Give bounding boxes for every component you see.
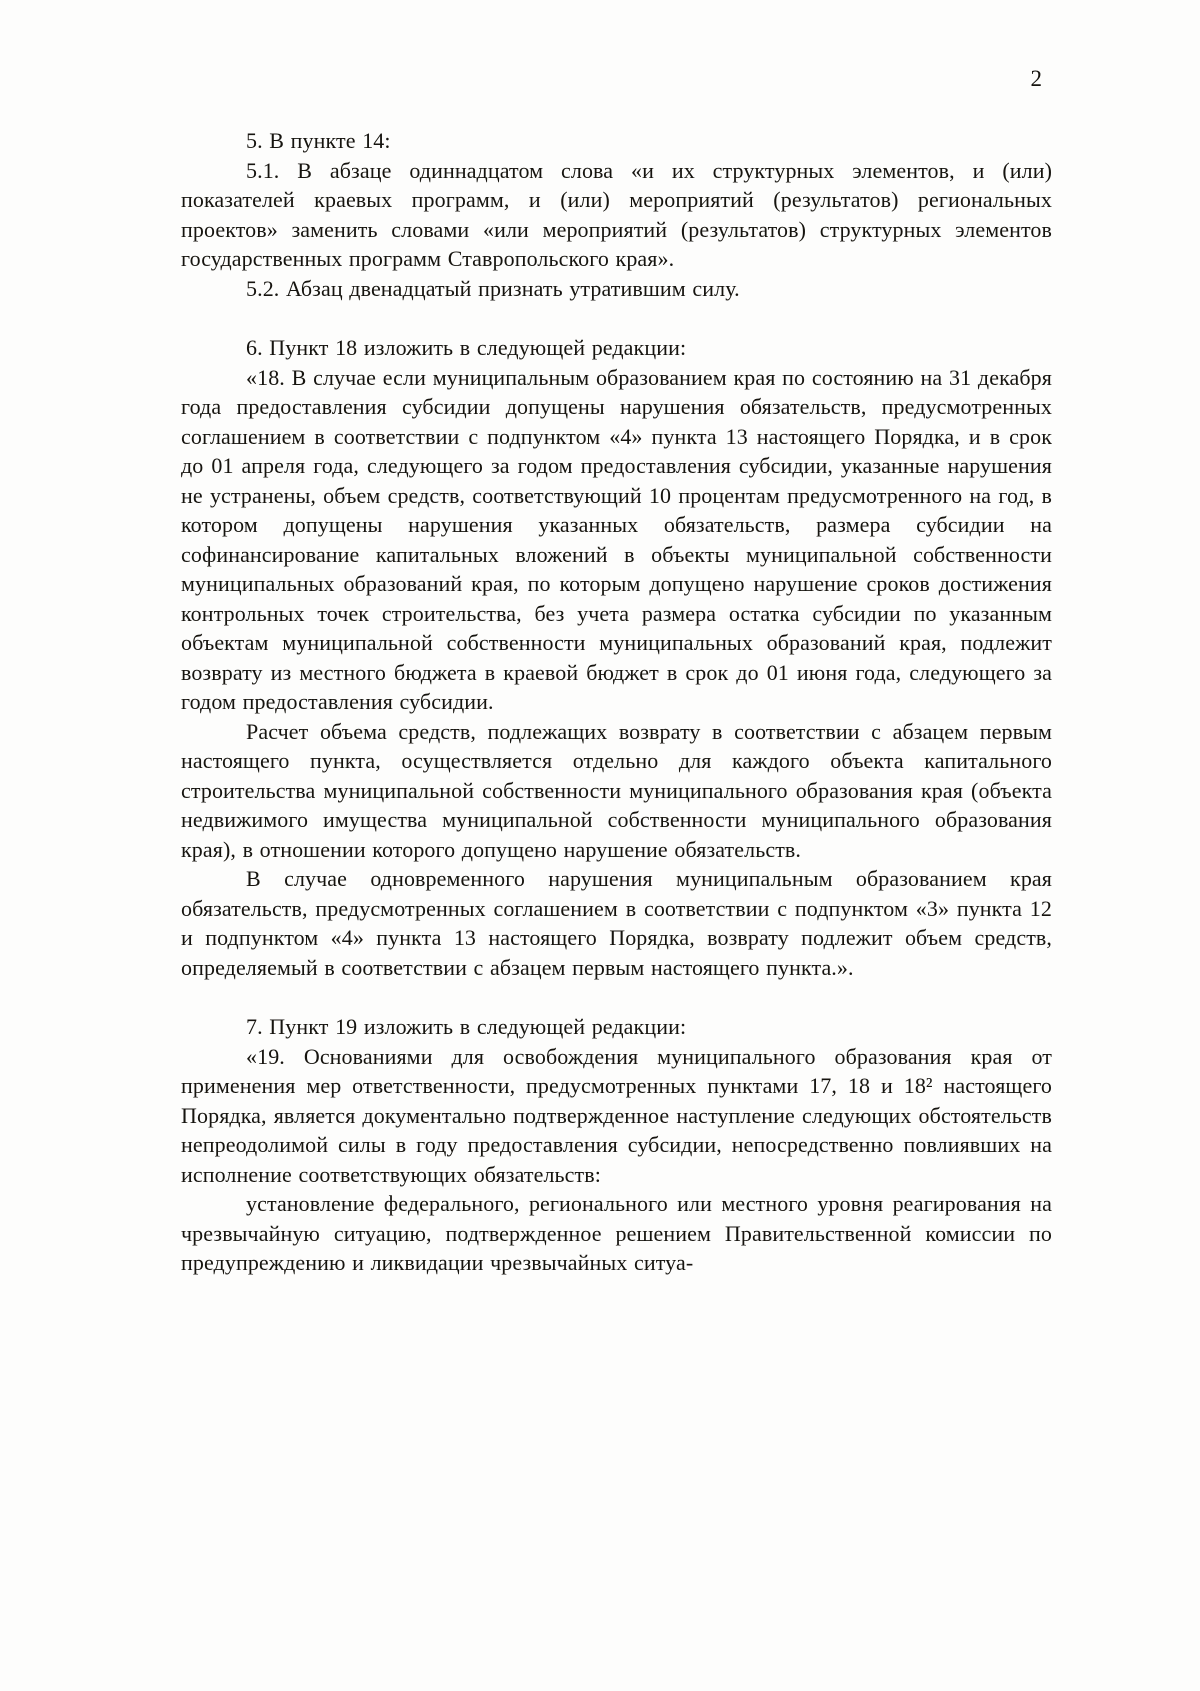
document-body	[181, 126, 1052, 1278]
paragraph-item-5: 5. В пункте 14:	[246, 128, 391, 153]
paragraph-point-19: «19. Основаниями для освобождения муниципального образования края от применения мер ответственности, предусмотренных пунктами 17, 18 и 18² настоящего Порядка, является документально подтвержденное наступление следующих обстоятельств непреодолимой силы в году предоставления субсидии, непосредственно повлиявших на исполнение соответствующих обязательств:	[181, 1043, 1052, 1187]
paragraph-item-7: 7. Пункт 19 изложить в следующей редакции:	[246, 1014, 687, 1039]
page-number: 2	[1030, 66, 1042, 91]
paragraph-item-5-2: 5.2. Абзац двенадцатый признать утратившим силу.	[246, 275, 740, 301]
paragraph-point-18-calc: Расчет объема средств, подлежащих возврату в соответствии с абзацем первым настоящего пункта, осуществляется отдельно для каждого объекта капитального строительства муниципальной собственности муниципального образования края (объекта недвижимого имущества муниципальной собственности муниципального образования края), в отношении которого допущено нарушение обязательств.	[181, 718, 1052, 862]
paragraph-item-5-1: 5.1. В абзаце одиннадцатом слова «и их структурных элементов, и (или) показателей краевых программ, и (или) мероприятий (результатов) региональных проектов» заменить словами «или мероприятий (результатов) структурных элементов государственных программ Ставропольского края».	[181, 157, 1052, 271]
paragraph-item-6: 6. Пункт 18 изложить в следующей редакции:	[246, 335, 687, 360]
paragraph-point-18-simultaneous: В случае одновременного нарушения муниципальным образованием края обязательств, предусмотренных соглашением в соответствии с подпунктом «3» пункта 12 и подпунктом «4» пункта 13 настоящего Порядка, возврату подлежит объем средств, определяемый в соответствии с абзацем первым настоящего пункта.».	[181, 866, 1052, 980]
paragraph-point-19-emergency: установление федерального, регионального или местного уровня реагирования на чрезвычайную ситуацию, подтвержденное решением Правительственной комиссии по предупреждению и ликвидации чрезвычайных ситуа-	[181, 1191, 1052, 1275]
paragraph-point-18: «18. В случае если муниципальным образованием края по состоянию на 31 декабря года предоставления субсидии допущены нарушения обязательств, предусмотренных соглашением в соответствии с подпунктом «4» пункта 13 настоящего Порядка, и в срок до 01 апреля года, следующего за годом предоставления субсидии, указанные нарушения не устранены, объем средств, соответствующий 10 процентам предусмотренного на год, в котором допущены нарушения указанных обязательств, размера субсидии на софинансирование капитальных вложений в объекты муниципальной собственности муниципальных образований края, по которым допущено нарушение сроков достижения контрольных точек строительства, без учета размера остатка субсидии по указанным объектам муниципальной собственности муниципальных образований края, подлежит возврату из местного бюджета в краевой бюджет в срок до 01 июня года, следующего за годом предоставления субсидии.	[181, 364, 1052, 714]
